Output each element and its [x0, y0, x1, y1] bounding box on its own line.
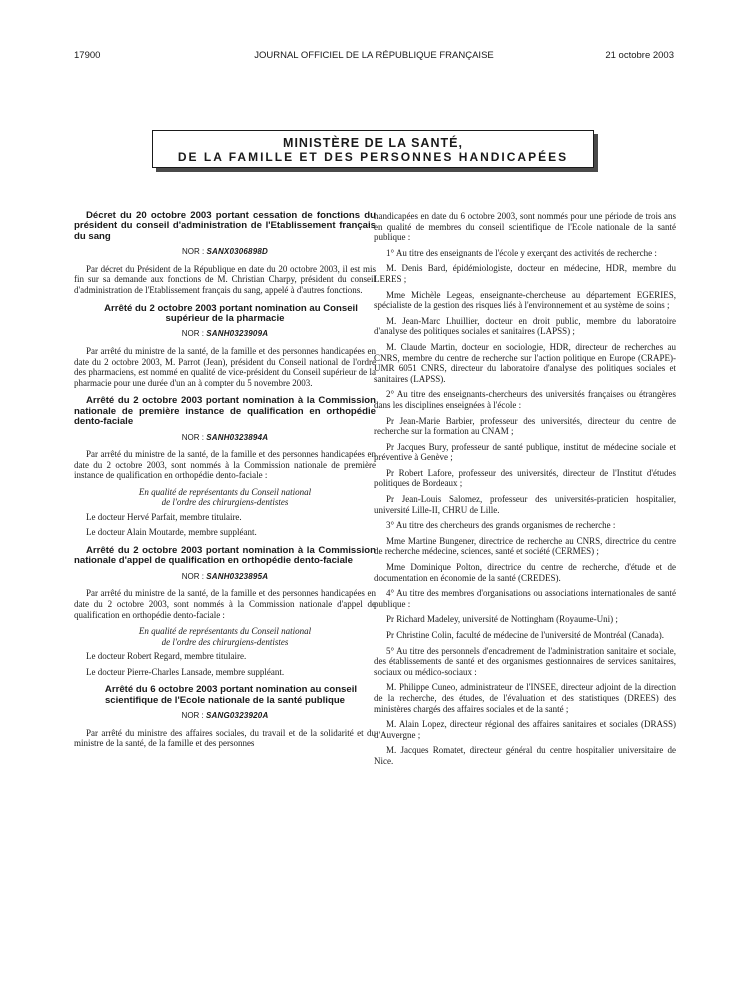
issue-date: 21 octobre 2003: [605, 50, 674, 61]
category-heading: 5° Au titre des personnels d'encadrement de l'administration sanitaire et sociale, des établissements de santé et des organismes gestionnaires de services sanitaires, sociaux ou médico-sociaux :: [374, 645, 676, 677]
left-column: [74, 211, 376, 754]
nor-code: SANH0323909A: [206, 329, 269, 339]
member-line: Le docteur Pierre-Charles Lansade, membre suppléant.: [86, 666, 285, 677]
category-heading: 4° Au titre des membres d'organisations ou associations internationales de santé publique :: [374, 588, 676, 609]
nor-label: NOR :: [181, 710, 206, 720]
nor-label: NOR :: [181, 571, 207, 581]
member-entry: M. Claude Martin, docteur en sociologie, HDR, directeur de recherches au CNRS, membre du centre de recherche sur l'action politique en Europe (CRAPE)-UMR 6051 CNRS, directeur du laboratoire d'analyse des politiques sociales et sanitaires (LAPSS).: [374, 341, 676, 384]
order-section: [74, 685, 376, 749]
section-title: Arrêté du 2 octobre 2003 portant nomination à la Commission nationale de première instance de qualification en orthopédie dento-faciale: [74, 395, 376, 428]
member-entry: M. Philippe Cuneo, administrateur de l'INSEE, directeur adjoint de la direction de la recherche, des études, de l'évaluation et des statistiques (DREES) des ministères chargés des affaires sociales et de la santé ;: [374, 682, 676, 714]
section-body: Par arrêté du ministre de la santé, de la famille et des personnes handicapées en date du 2 octobre 2003, sont nommés à la Commission nationale de première instance de qualification en orthopédie dento-faciale :: [74, 449, 376, 481]
right-column: [374, 211, 676, 772]
member-line: Le docteur Hervé Parfait, membre titulaire.: [86, 511, 242, 522]
member-entry: Pr Jean-Marie Barbier, professeur des universités, directeur du centre de recherche sur la formation au CNAM ;: [374, 415, 676, 437]
representatives-heading: [74, 626, 376, 647]
order-section: [74, 546, 376, 677]
italic-line: de l'ordre des chirurgiens-dentistes: [161, 636, 289, 647]
order-section: [74, 304, 376, 389]
journal-title: JOURNAL OFFICIEL DE LA RÉPUBLIQUE FRANÇAISE: [254, 50, 494, 61]
nor-code: SANH0323894A: [206, 432, 269, 442]
member-entry: Mme Dominique Polton, directrice du centre de recherche, d'étude et de documentation en économie de la santé (CREDES).: [374, 562, 676, 583]
nor-reference: [74, 247, 376, 258]
section-body: Par décret du Président de la République en date du 20 octobre 2003, il est mis fin sur sa demande aux fonctions de M. Christian Charpy, président du conseil d'administration de l'Etablissement français du sang, appelé à d'autres fonctions.: [74, 263, 376, 295]
category-heading: 3° Au titre des chercheurs des grands organismes de recherche :: [386, 520, 616, 531]
category-heading: 1° Au titre des enseignants de l'école y exerçant des activités de recherche :: [386, 247, 657, 258]
section-title: Arrêté du 2 octobre 2003 portant nomination à la Commission nationale d'appel de qualification en orthopédie dento-faciale: [74, 544, 376, 567]
member-entry: Pr Christine Colin, faculté de médecine de l'université de Montréal (Canada).: [386, 630, 665, 640]
member-line: Le docteur Alain Moutarde, membre suppléant.: [86, 527, 257, 538]
page-header: [74, 50, 674, 64]
paragraph: handicapées en date du 6 octobre 2003, sont nommés pour une période de trois ans en qualité de membres du conseil scientifique de l'Ecole nationale de la santé publique :: [374, 211, 676, 243]
nor-label: NOR :: [181, 247, 207, 257]
italic-line: En qualité de représentants du Conseil national: [138, 626, 312, 637]
ministry-line-1: MINISTÈRE DE LA SANTÉ,: [283, 136, 463, 150]
category-heading: 2° Au titre des enseignants-chercheurs des universités françaises ou étrangères dans les disciplines enseignées à l'école :: [374, 389, 676, 410]
section-body: Par arrêté du ministre de la santé, de la famille et des personnes handicapées en date du 2 octobre 2003, M. Parrot (Jean), président du Conseil national de l'ordre des pharmaciens, est nommé en qualité de vice-président du Conseil supérieur de la pharmacie pour une durée d'un an à compter du 5 novembre 2003.: [74, 346, 376, 388]
member-entry: M. Denis Bard, épidémiologiste, docteur en médecine, HDR, membre du LERES ;: [374, 263, 676, 284]
nor-label: NOR :: [181, 329, 207, 339]
nor-reference: [74, 711, 376, 722]
italic-line: de l'ordre des chirurgiens-dentistes: [161, 497, 289, 508]
nor-reference: [74, 329, 376, 340]
member-entry: M. Alain Lopez, directeur régional des affaires sanitaires et sociales (DRASS) d'Auvergne ;: [374, 719, 676, 740]
member-entry: M. Jacques Romatet, directeur général du centre hospitalier universitaire de Nice.: [374, 745, 676, 766]
ministry-box: [152, 130, 594, 168]
nor-code: SANG0323920A: [206, 710, 269, 720]
nor-reference: [74, 433, 376, 444]
member-entry: M. Jean-Marc Lhuillier, docteur en droit public, membre du laboratoire d'analyse des politiques sociales et sanitaires (LAPSS) ;: [374, 315, 676, 337]
member-entry: Mme Martine Bungener, directrice de recherche au CNRS, directrice du centre de recherche médecine, sciences, santé et société (CERMES) ;: [374, 535, 676, 557]
representatives-heading: [74, 487, 376, 508]
nor-reference: [74, 572, 376, 583]
nor-code: SANX0306898D: [206, 247, 268, 257]
member-entry: Pr Jacques Bury, professeur de santé publique, institut de médecine sociale et préventive à Genève ;: [374, 441, 676, 463]
section-body: Par arrêté du ministre des affaires sociales, du travail et de la solidarité et du ministre de la santé, de la famille et des personnes: [74, 727, 376, 749]
order-section: [74, 396, 376, 538]
section-title: Arrêté du 6 octobre 2003 portant nomination au conseil scientifique de l'Ecole nationale de la santé publique: [104, 684, 358, 706]
nor-label: NOR :: [181, 432, 207, 442]
section-title: Décret du 20 octobre 2003 portant cessation de fonctions du président du conseil d'administration de l'Etablissement français du sang: [74, 210, 376, 242]
ministry-line-2: DE LA FAMILLE ET DES PERSONNES HANDICAPÉES: [177, 150, 569, 164]
decree-section: [74, 211, 376, 296]
member-entry: Pr Robert Lafore, professeur des universités, directeur de l'Institut d'études politiques de Bordeaux ;: [374, 467, 676, 489]
italic-line: En qualité de représentants du Conseil national: [138, 486, 312, 497]
page-number: 17900: [74, 50, 101, 61]
nor-code: SANH0323895A: [206, 571, 269, 581]
member-entry: Pr Richard Madeley, université de Nottingham (Royaume-Uni) ;: [386, 614, 618, 625]
section-title: Arrêté du 2 octobre 2003 portant nomination au Conseil supérieur de la pharmacie: [104, 302, 358, 324]
member-line: Le docteur Robert Regard, membre titulaire.: [86, 650, 247, 661]
section-body: Par arrêté du ministre de la santé, de la famille et des personnes handicapées en date du 2 octobre 2003, sont nommés à la Commission nationale d'appel de qualification en orthopédie dento-faciale :: [74, 588, 376, 620]
member-entry: Mme Michèle Legeas, enseignante-chercheuse au département EGERIES, spécialiste de la gestion des risques liés à l'environnement et au système de soins ;: [374, 289, 676, 311]
member-entry: Pr Jean-Louis Salomez, professeur des universités-praticien hospitalier, université Lille-II, CHRU de Lille.: [374, 494, 676, 515]
